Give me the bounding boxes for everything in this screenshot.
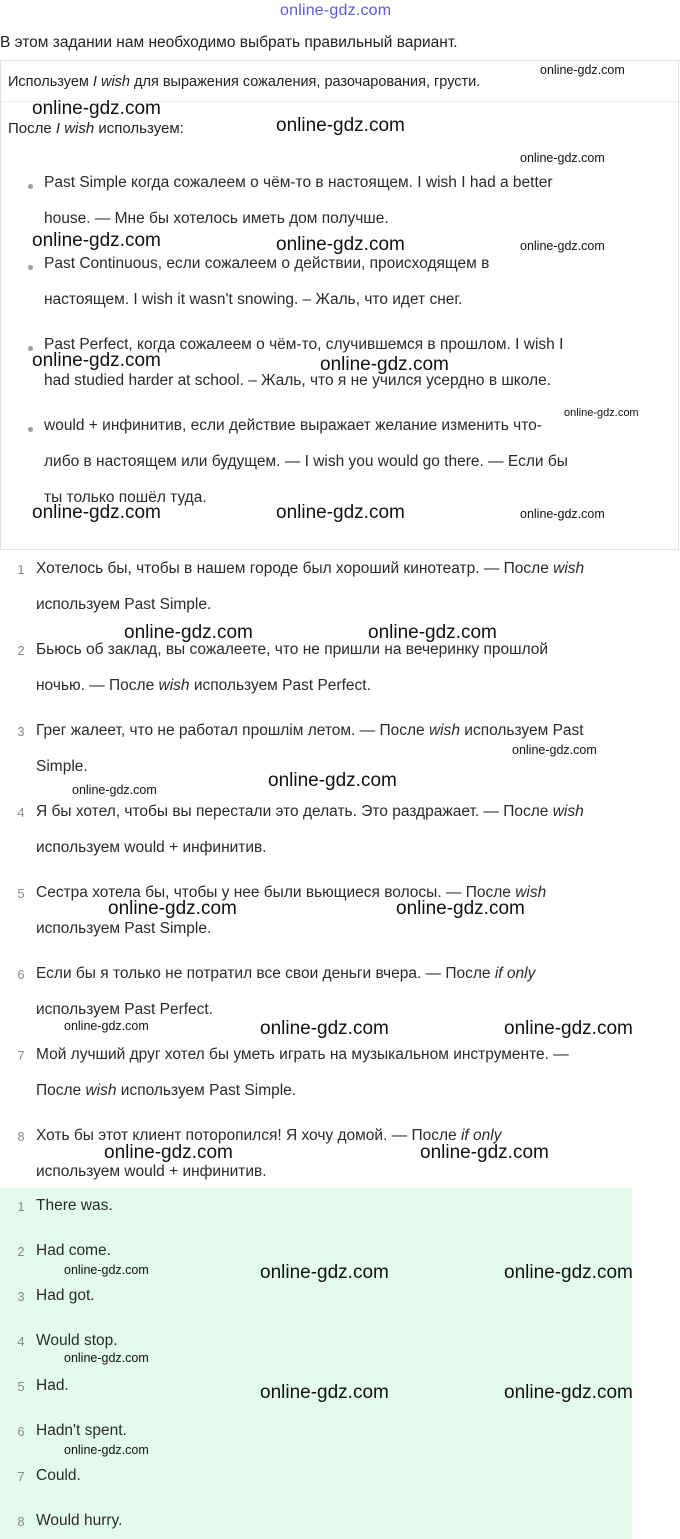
watermark: online-gdz.com (368, 622, 497, 643)
item-line2: используем would + инфинитив. (36, 839, 267, 856)
list-item (36, 794, 680, 866)
answer-text: There was. (36, 1197, 113, 1214)
watermark: online-gdz.com (64, 1019, 149, 1033)
bullet-line: настоящем. I wish it wasn't snowing. – Жаль, что идет снег. (44, 291, 463, 308)
bullet-line: Past Simple когда сожалеем о чём-то в настоящем. I wish I had a better (44, 174, 553, 191)
top-watermark: online-gdz.com (280, 2, 392, 19)
watermark: online-gdz.com (504, 1262, 633, 1283)
watermark: online-gdz.com (104, 1142, 233, 1163)
answer-text: Hadn't spent. (36, 1422, 127, 1439)
answer-number: 7 (17, 1469, 25, 1484)
answer-text: Could. (36, 1467, 81, 1484)
list-item (36, 551, 680, 623)
rule-line2-post: используем: (94, 120, 184, 137)
item-line2-pre: После (36, 1082, 86, 1099)
watermark: online-gdz.com (520, 151, 605, 165)
bullet-line: Past Continuous, если сожалеем о действии, происходящем в (44, 255, 490, 272)
watermark: online-gdz.com (32, 98, 161, 119)
answer-number: 1 (17, 1199, 25, 1214)
answer-text: Would hurry. (36, 1512, 123, 1529)
item-text: Хоть бы этот клиент поторопился! Я хочу домой. — После (36, 1127, 461, 1144)
watermark: online-gdz.com (520, 239, 605, 253)
rule-line1-pre: Используем (8, 74, 93, 90)
item-text: Хотелось бы, чтобы в нашем городе был хороший кинотеатр. — После (36, 560, 554, 577)
watermark: online-gdz.com (320, 354, 449, 375)
rule-line2-pre: После (8, 120, 56, 137)
bullet-item (44, 165, 664, 237)
answer-text: Had come. (36, 1242, 111, 1259)
watermark: online-gdz.com (420, 1142, 549, 1163)
bullet-item (44, 408, 664, 516)
item-em: wish (85, 1082, 117, 1099)
bullet-dot (28, 265, 33, 270)
item-line2-post: используем Past Simple. (116, 1082, 297, 1099)
watermark: online-gdz.com (108, 898, 237, 919)
answer-text: Would stop. (36, 1332, 118, 1349)
watermark: online-gdz.com (64, 1443, 149, 1457)
bullet-line: Past Perfect, когда сожалеем о чём-то, случившемся в прошлом. I wish I (44, 336, 564, 353)
intro-text: В этом задании нам необходимо выбрать правильный вариант. (0, 34, 458, 51)
rule-line2-em: I wish (55, 120, 95, 137)
item-em: wish (428, 722, 460, 739)
rule-box-line1 (8, 74, 480, 90)
item-line2-pre: ночью. — После (36, 677, 159, 694)
watermark: online-gdz.com (260, 1018, 389, 1039)
item-text: Грег жалеет, что не работал прошлім летом. — После (36, 722, 429, 739)
item-line2-post: используем Past Perfect. (189, 677, 371, 694)
bullet-item (44, 246, 664, 318)
answer-text: Had got. (36, 1287, 95, 1304)
watermark: online-gdz.com (564, 407, 639, 419)
watermark: online-gdz.com (396, 898, 525, 919)
watermark: online-gdz.com (520, 507, 605, 521)
list-item-number: 2 (17, 643, 25, 658)
watermark: online-gdz.com (64, 1263, 149, 1277)
item-text: Мой лучший друг хотел бы уметь играть на музыкальном инструменте. — (36, 1046, 569, 1063)
watermark: online-gdz.com (124, 622, 253, 643)
list-item (36, 1037, 680, 1109)
watermark: online-gdz.com (64, 1351, 149, 1365)
bullet-dot (28, 427, 33, 432)
answer-number: 2 (17, 1244, 25, 1259)
list-item-number: 5 (17, 886, 25, 901)
watermark: online-gdz.com (260, 1382, 389, 1403)
list-item-number: 7 (17, 1048, 25, 1063)
bullet-dot (28, 184, 33, 189)
rule-line1-em: I wish (92, 74, 130, 90)
rule-box-line2 (8, 120, 184, 137)
item-text: Бьюсь об заклад, вы сожалеете, что не пришли на вечеринку прошлой (36, 641, 549, 658)
watermark: online-gdz.com (512, 743, 597, 757)
item-line2: Simple. (36, 758, 88, 775)
answer-number: 8 (17, 1514, 25, 1529)
answer-number: 6 (17, 1424, 25, 1439)
item-line2: используем Past Simple. (36, 596, 212, 613)
item-text: Если бы я только не потратил все свои деньги вчера. — После (36, 965, 495, 982)
rule-line1-post: для выражения сожаления, разочарования, грусти. (130, 74, 481, 90)
item-line2: используем Past Perfect. (36, 1001, 214, 1018)
item-em: if only (460, 1127, 502, 1144)
item-em: wish (553, 560, 585, 577)
list-item-number: 6 (17, 967, 25, 982)
bullet-line: would + инфинитив, если действие выражает желание изменить что- (44, 417, 542, 434)
watermark: online-gdz.com (260, 1262, 389, 1283)
answer-number: 5 (17, 1379, 25, 1394)
watermark: online-gdz.com (504, 1018, 633, 1039)
answer-number: 3 (17, 1289, 25, 1304)
watermark: online-gdz.com (540, 63, 625, 77)
bullet-line: had studied harder at school. – Жаль, что я не учился усердно в школе. (44, 372, 551, 389)
watermark: online-gdz.com (276, 115, 405, 136)
item-em: wish (158, 677, 190, 694)
watermark: online-gdz.com (276, 502, 405, 523)
list-item-number: 1 (17, 562, 25, 577)
item-line2: используем Past Simple. (36, 920, 212, 937)
watermark: online-gdz.com (504, 1382, 633, 1403)
list-item-number: 3 (17, 724, 25, 739)
list-item-number: 4 (17, 805, 25, 820)
answer-text: Had. (36, 1377, 69, 1394)
watermark: online-gdz.com (32, 502, 161, 523)
answer-number: 4 (17, 1334, 25, 1349)
bullet-line: либо в настоящем или будущем. — I wish you would go there. — Если бы (44, 453, 568, 470)
watermark: online-gdz.com (32, 350, 161, 371)
watermark: online-gdz.com (32, 230, 161, 251)
item-em: wish (552, 803, 584, 820)
watermark: online-gdz.com (276, 234, 405, 255)
watermark: online-gdz.com (72, 783, 157, 797)
item-text-b: используем Past (459, 722, 584, 739)
item-em: wish (515, 884, 547, 901)
bullet-line: ты только пошёл туда. (44, 489, 207, 506)
bullet-line: house. — Мне бы хотелось иметь дом получше. (44, 210, 389, 227)
item-text: Сестра хотела бы, чтобы у нее были вьющиеся волосы. — После (36, 884, 516, 901)
item-em: if only (494, 965, 536, 982)
item-text: Я бы хотел, чтобы вы перестали это делать. Это раздражает. — После (36, 803, 553, 820)
list-item-number: 8 (17, 1129, 25, 1144)
watermark: online-gdz.com (268, 770, 397, 791)
item-line2: используем would + инфинитив. (36, 1163, 267, 1180)
